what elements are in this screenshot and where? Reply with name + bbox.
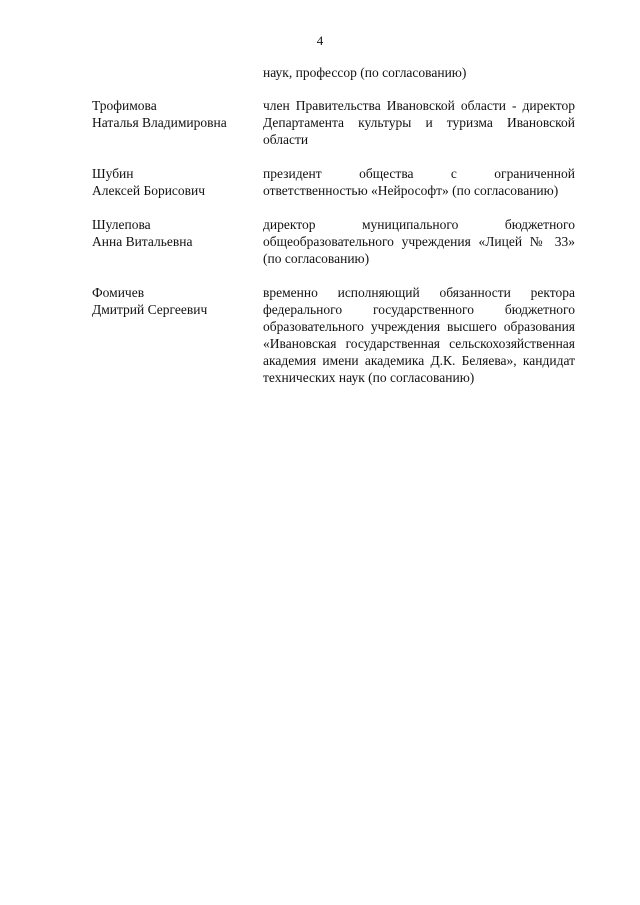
member-surname: Трофимова <box>92 98 157 113</box>
member-name <box>92 284 263 386</box>
member-given-names: Наталья Владимировна <box>92 115 227 130</box>
member-role: член Правительства Ивановской области - директор Департамента культуры и туризма Ивановской области <box>263 98 575 147</box>
member-surname: Шулепова <box>92 217 151 232</box>
member-row <box>92 97 575 148</box>
continued-role-text: наук, профессор (по согласованию) <box>263 65 467 80</box>
member-name <box>92 97 263 148</box>
member-role: директор муниципального бюджетного общеобразовательного учреждения «Лицей № 33» (по согласованию) <box>263 217 575 266</box>
member-name <box>92 216 263 267</box>
member-role: временно исполняющий обязанности ректора федерального государственного бюджетного образовательного учреждения высшего образования «Ивановская государственная сельскохозяйственная академия имени академика Д.К. Беляева», кандидат технических наук (по согласованию) <box>263 285 575 385</box>
member-surname: Шубин <box>92 166 134 181</box>
member-given-names: Анна Витальевна <box>92 234 193 249</box>
member-name <box>92 165 263 199</box>
page-number: 4 <box>316 33 324 48</box>
member-given-names: Алексей Борисович <box>92 183 206 198</box>
member-surname: Фомичев <box>92 285 145 300</box>
member-row <box>92 165 575 199</box>
member-row <box>92 284 575 386</box>
member-list <box>92 97 575 403</box>
member-row <box>92 216 575 267</box>
member-role: президент общества с ограниченной ответственностью «Нейрософт» (по согласованию) <box>263 166 575 198</box>
member-given-names: Дмитрий Сергеевич <box>92 302 208 317</box>
